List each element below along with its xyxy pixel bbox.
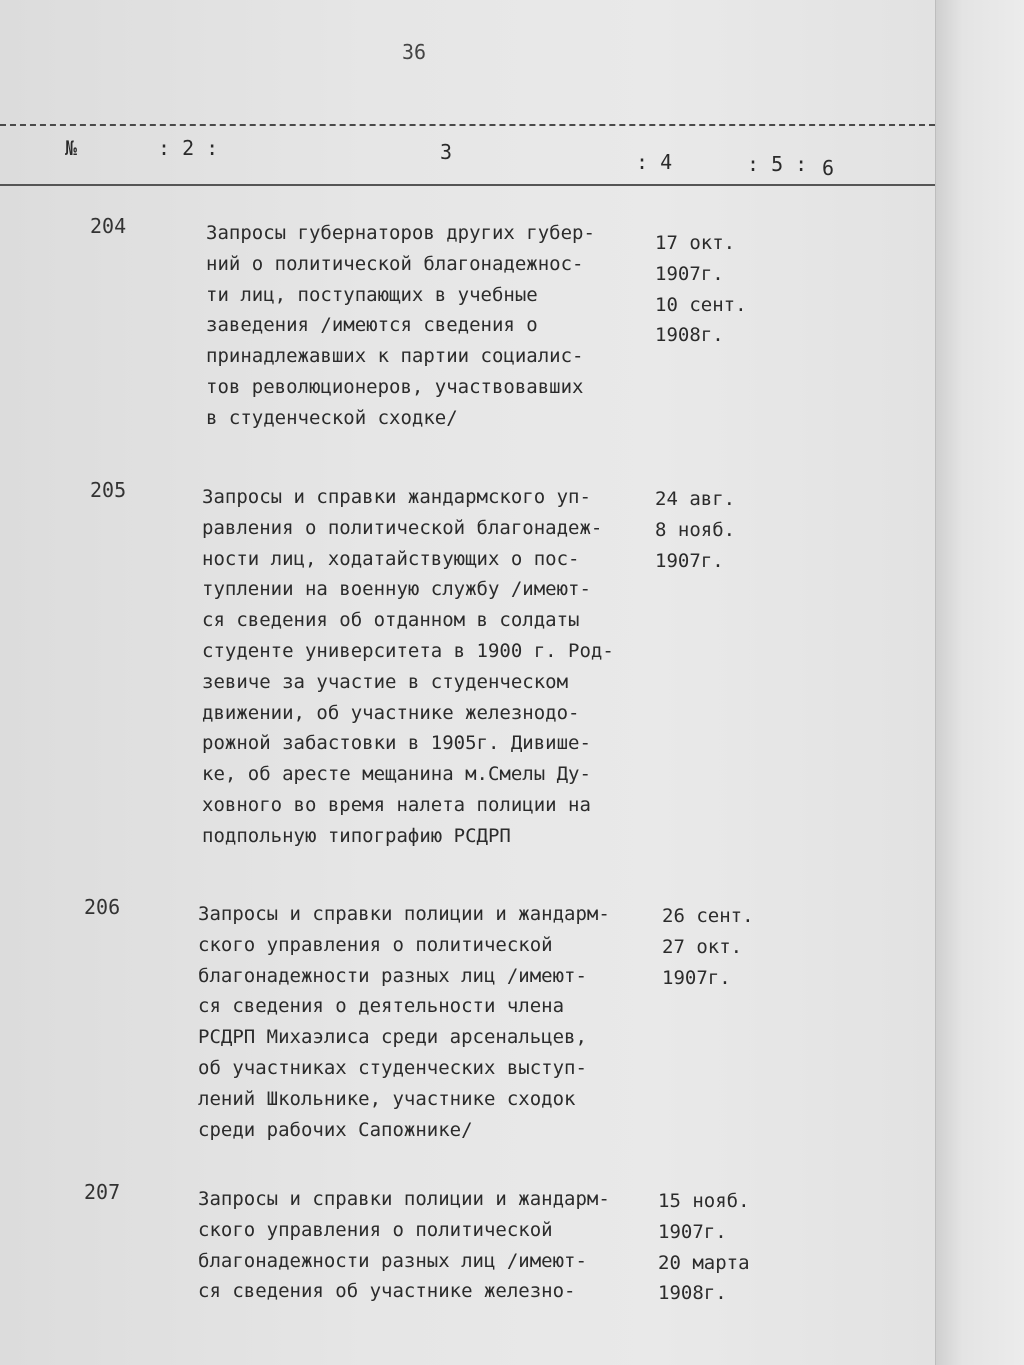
record-description: Запросы и справки жандармского уп- равления о политической благонадеж- ности лиц, ходатайствующих о пос- туплении на военную службу /имеют- ся сведения об отданном в солдаты студенте университета в 1900 г. Род- зевиче за участие в студенческом движении, об участнике железнодо- рожной забастовки в 1905г. Дивише- ке, об аресте мещанина м.Смелы Ду- ховного во время налета полиции на подпольную типографию РСДРП <box>202 486 614 847</box>
record-dates: 26 сент. 27 окт. 1907г. <box>662 905 754 989</box>
header-col-2: : 2 : <box>158 136 219 160</box>
header-col-4: : 4 <box>636 150 673 174</box>
record-description: Запросы и справки полиции и жандарм- ского управления о политической благонадежности разных лиц /имеют- ся сведения о деятельности члена РСДРП Михаэлиса среди арсенальцев, об участниках студенческих выступ- лений Школьнике, участнике сходок среди рабочих Сапожнике/ <box>198 903 610 1141</box>
record-dates: 24 авг. 8 нояб. 1907г. <box>655 488 736 572</box>
header-col-1: № <box>65 136 78 160</box>
header-col-3: 3 <box>440 140 453 164</box>
record-description: Запросы губернаторов других губер- ний о политической благонадежнос- ти лиц, поступающих в учебные заведения /имеются сведения о принадлежавших к партии социалис- тов революционеров, участвовавших в студенческой сходке/ <box>206 222 595 429</box>
table-header <box>0 130 935 180</box>
record-number: 206 <box>84 895 121 919</box>
record-dates: 15 нояб. 1907г. 20 марта 1908г. <box>658 1190 750 1305</box>
record-number: 207 <box>84 1180 121 1204</box>
record-dates: 17 окт. 1907г. 10 сент. 1908г. <box>655 232 747 347</box>
underlying-page-edge <box>935 0 1024 1365</box>
record-number: 204 <box>90 214 127 238</box>
header-top-rule <box>0 124 935 126</box>
header-col-6: 6 <box>822 156 835 180</box>
header-col-5: : 5 : <box>747 152 808 176</box>
header-bottom-rule <box>0 184 935 186</box>
record-description: Запросы и справки полиции и жандарм- ского управления о политической благонадежности разных лиц /имеют- ся сведения об участнике железно- <box>198 1188 610 1303</box>
record-number: 205 <box>90 478 127 502</box>
page-number: 36 <box>402 40 427 64</box>
